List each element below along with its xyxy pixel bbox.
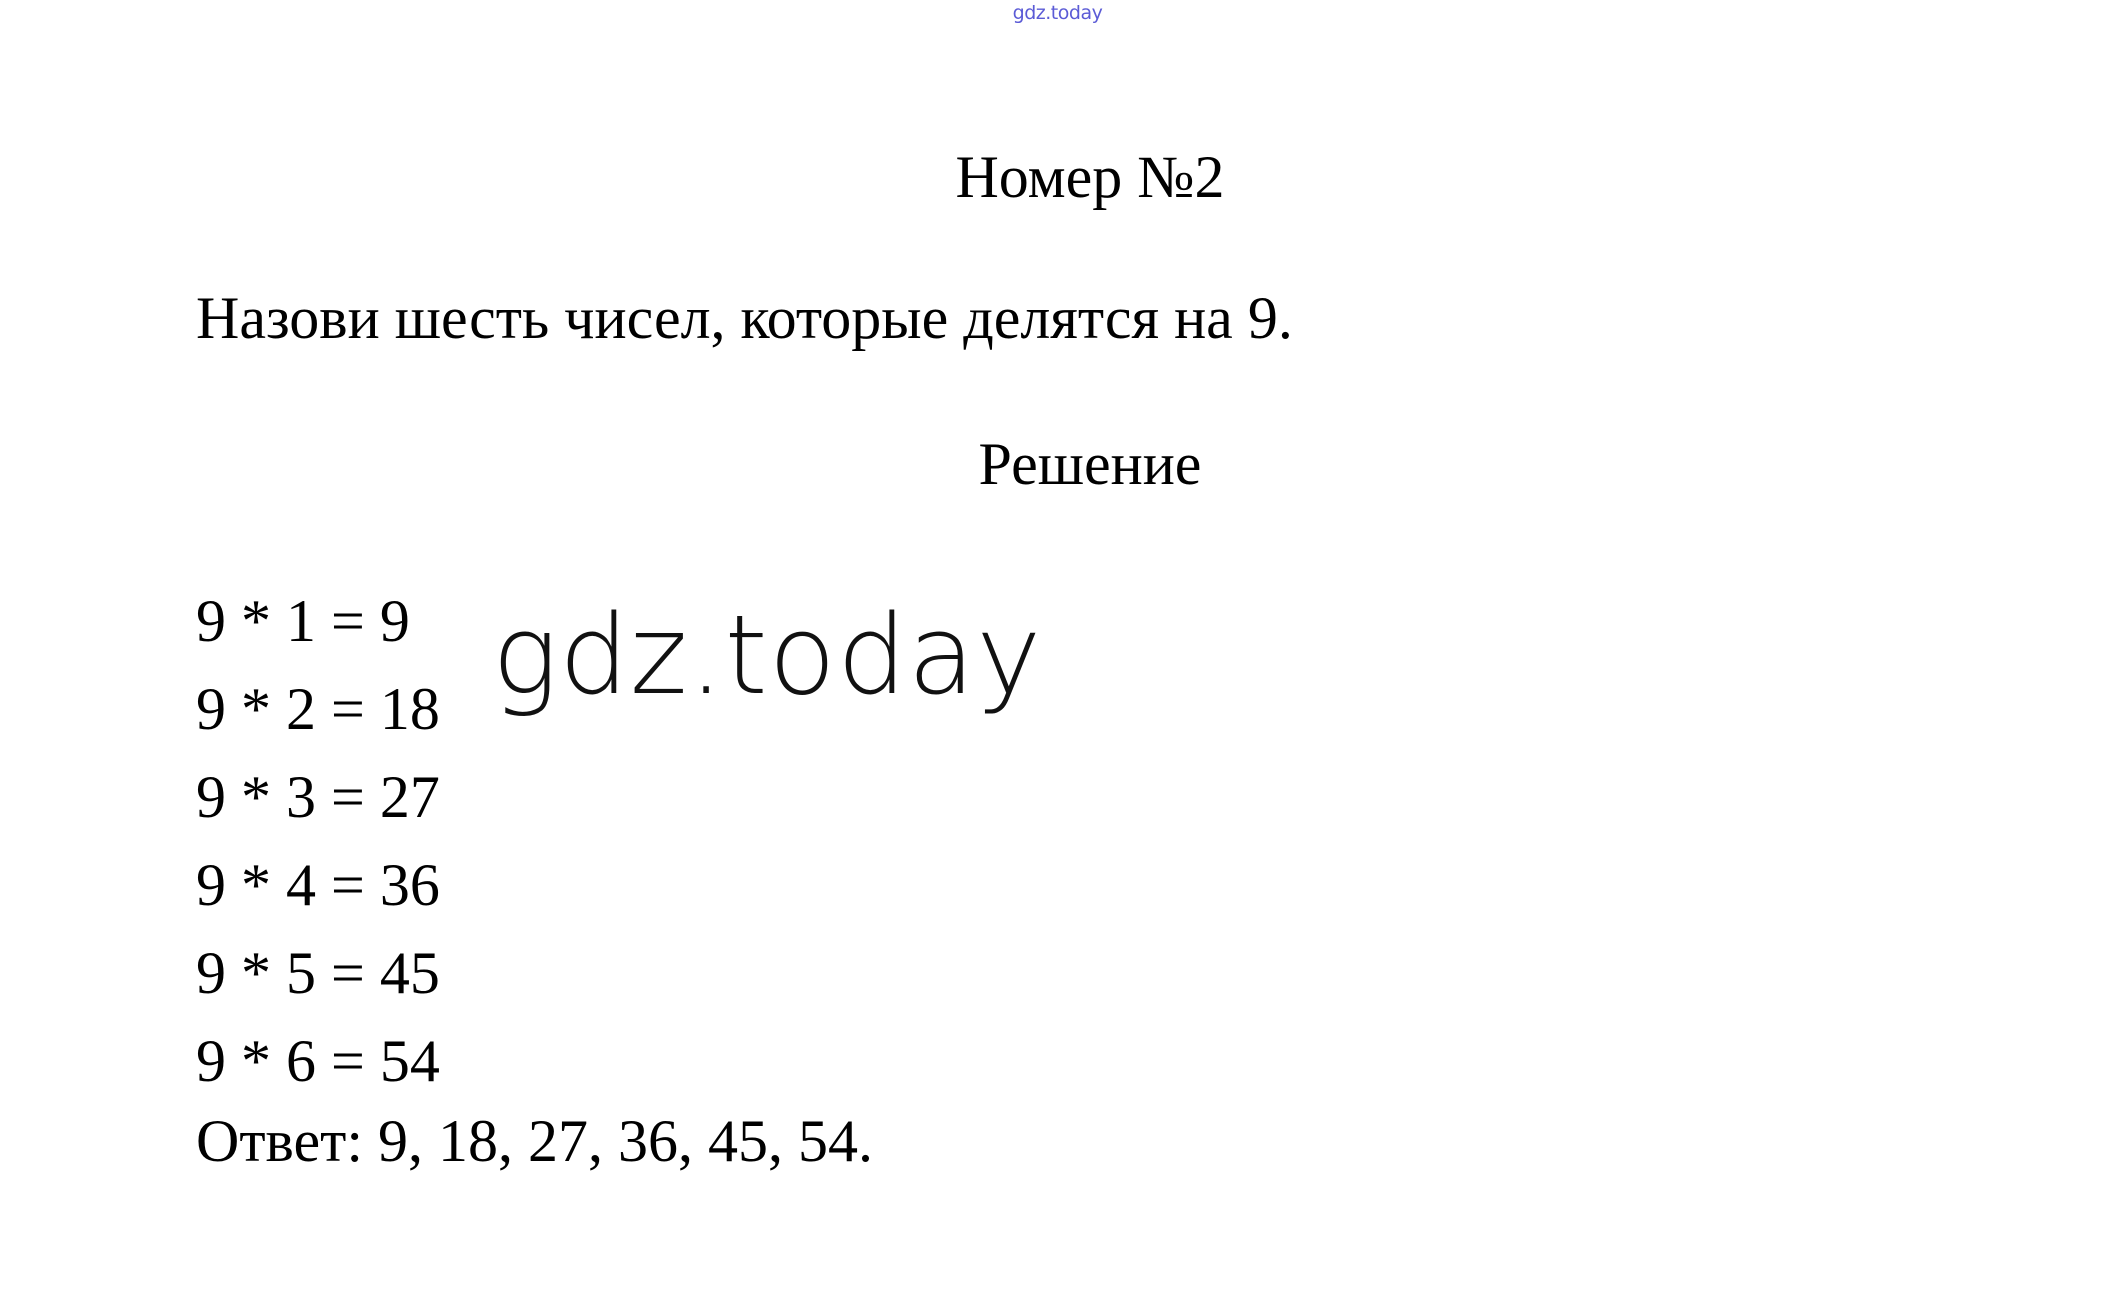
solution-steps-list <box>196 577 440 1105</box>
solution-heading: Решение <box>978 431 1202 497</box>
solution-step: 9 * 1 = 9 <box>196 588 410 654</box>
solution-step: 9 * 6 = 54 <box>196 1028 440 1094</box>
solution-step: 9 * 4 = 36 <box>196 852 440 918</box>
answer-line: Ответ: 9, 18, 27, 36, 45, 54. <box>196 1108 874 1174</box>
solution-step: 9 * 3 = 27 <box>196 764 440 830</box>
top-watermark-link[interactable]: gdz.today <box>1012 2 1103 24</box>
exercise-title: Номер №2 <box>955 144 1225 210</box>
solution-step: 9 * 5 = 45 <box>196 940 440 1006</box>
task-statement: Назови шесть чисел, которые делятся на 9. <box>196 285 1293 351</box>
solution-step: 9 * 2 = 18 <box>196 676 440 742</box>
center-watermark: gdz.today <box>492 591 1043 719</box>
